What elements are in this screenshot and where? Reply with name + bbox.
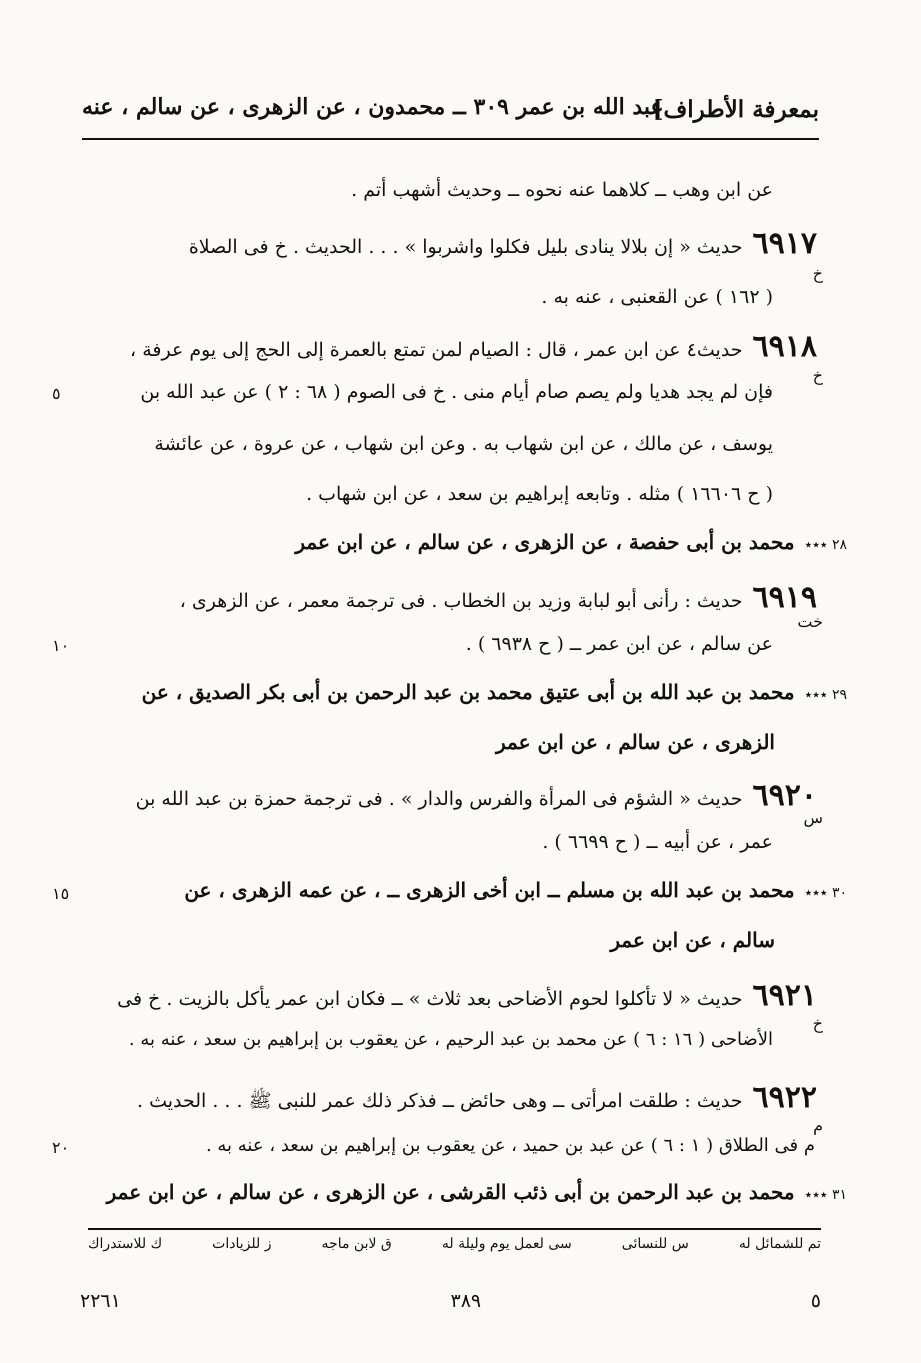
heading-continuation: سالم ، عن ابن عمر [610, 928, 775, 952]
source-mark: خت [797, 612, 823, 631]
source-mark: خ [812, 1014, 823, 1033]
footnote-rule [88, 1228, 821, 1230]
entry-text: حديث٤ عن ابن عمر ، قال : الصيام لمن تمتع بالعمرة إلى الحج إلى يوم عرفة ، [130, 339, 743, 361]
entry-text: حديث : رأنى أبو لبابة وزيد بن الخطاب . فى ترجمة معمر ، عن الزهرى ، [179, 590, 743, 612]
footnote-item: ك للاستدراك [88, 1236, 163, 1252]
entry-text: حديث « الشؤم فى المرأة والفرس والدار » . فى ترجمة حمزة بن عبد الله بن [135, 788, 743, 810]
text-line: م فى الطلاق ( ١ : ٦ ) عن عبد بن حميد ، عن يعقوب بن إبراهيم بن سعد ، عنه به . [205, 1135, 815, 1156]
heading-text: محمد بن عبد الله بن أبى عتيق محمد بن عبد الرحمن بن أبى بكر الصديق ، عن [141, 680, 795, 704]
margin-line-number: ١٥ [52, 884, 70, 903]
narrator-heading-29 [142, 680, 847, 704]
margin-line-number: ٥ [52, 384, 61, 403]
narrator-heading-31 [107, 1180, 847, 1204]
footnote-item: ز للزيادات [212, 1236, 272, 1252]
margin-line-number: ١٠ [52, 636, 70, 655]
entry-number: ٦٩٢١ [752, 978, 817, 1013]
heading-text: محمد بن عبد الرحمن بن أبى ذئب القرشى ، عن الزهرى ، عن سالم ، عن ابن عمر [106, 1180, 795, 1204]
page-footer [80, 1290, 821, 1312]
text-line: عن سالم ، عن ابن عمر ــ ( ح ٦٩٣٨ ) . [465, 633, 773, 655]
footnote-item: سى لعمل يوم وليلة له [441, 1236, 572, 1252]
text-line: يوسف ، عن مالك ، عن ابن شهاب به . وعن ابن شهاب ، عن عروة ، عن عائشة [154, 433, 773, 455]
source-mark: م [813, 1116, 823, 1135]
heading-number: ٣٠ ٭٭٭ [804, 885, 847, 901]
footnote-item: تم للشمائل له [738, 1236, 821, 1252]
text-line: الأضاحى ( ١٦ : ٦ ) عن محمد بن عبد الرحيم ، عن يعقوب بن إبراهيم بن سعد ، عنه به . [128, 1029, 773, 1050]
heading-number: ٣١ ٭٭٭ [804, 1187, 847, 1203]
entry-6918 [130, 327, 817, 366]
entry-number: ٦٩١٩ [752, 580, 817, 615]
source-mark: س [803, 808, 823, 827]
source-mark: خ [812, 366, 823, 385]
text-line: ( ١٦٢ ) عن القعنبى ، عنه به . [541, 286, 773, 308]
text-line: فإن لم يجد هديا ولم يصم صام أيام منى . خ فى الصوم ( ٦٨ : ٢ ) عن عبد الله بن [140, 381, 773, 403]
source-mark: خ [812, 264, 823, 283]
entry-6922 [137, 1078, 817, 1117]
page-number: ٣٨٩ [450, 1290, 482, 1312]
entry-text: حديث « إن بلالا ينادى بليل فكلوا واشربوا » . . . الحديث . خ فى الصلاة [188, 236, 743, 258]
entry-6920 [136, 776, 817, 815]
narrator-heading-28 [295, 530, 847, 554]
text-line: عن ابن وهب ــ كلاهما عنه نحوه ــ وحديث أشهب أتم . [351, 179, 773, 201]
heading-number: ٢٨ ٭٭٭ [804, 537, 847, 553]
running-header-center: عبد الله بن عمر ٣٠٩ ــ محمدون ، عن الزهرى ، عن سالم ، عنه [82, 94, 664, 120]
heading-text: محمد بن عبد الله بن مسلم ــ ابن أخى الزهرى ــ ، عن عمه الزهرى ، عن [184, 878, 795, 902]
entry-text: حديث « لا تأكلوا لحوم الأضاحى بعد ثلاث » ــ فكان ابن عمر يأكل بالزيت . خ فى [117, 988, 743, 1010]
narrator-heading-30 [184, 878, 847, 902]
heading-text: محمد بن أبى حفصة ، عن الزهرى ، عن سالم ، عن ابن عمر [295, 530, 795, 554]
footnote-item: ق لابن ماجه [321, 1236, 392, 1252]
heading-number: ٢٩ ٭٭٭ [804, 687, 847, 703]
margin-line-number: ٢٠ [52, 1138, 70, 1157]
entry-number: ٦٩١٧ [752, 226, 817, 261]
entry-number: ٦٩٢٠ [752, 778, 817, 813]
abbreviation-key [88, 1236, 821, 1252]
entry-number: ٦٩٢٢ [752, 1080, 817, 1115]
heading-continuation: الزهرى ، عن سالم ، عن ابن عمر [495, 730, 775, 754]
entry-6919 [180, 578, 817, 617]
footnote-item: س للنسائى [621, 1236, 689, 1252]
entry-text: حديث : طلقت امرأتى ــ وهى حائض ــ فذكر ذلك عمر للنبى ﷺ . . . الحديث . [136, 1090, 743, 1112]
entry-6917 [189, 224, 817, 263]
footer-code-left: ٥ [810, 1290, 821, 1312]
text-line: ( ح ١٦٦٠٦ ) مثله . وتابعه إبراهيم بن سعد ، عن ابن شهاب . [306, 483, 773, 505]
footer-code-right: ٢٢٦١ [80, 1290, 121, 1312]
running-title: بمعرفة الأطراف] [652, 96, 819, 123]
header-rule [82, 138, 819, 140]
entry-6921 [117, 976, 817, 1015]
entry-number: ٦٩١٨ [752, 329, 817, 364]
text-line: عمر ، عن أبيه ــ ( ح ٦٦٩٩ ) . [542, 831, 773, 853]
